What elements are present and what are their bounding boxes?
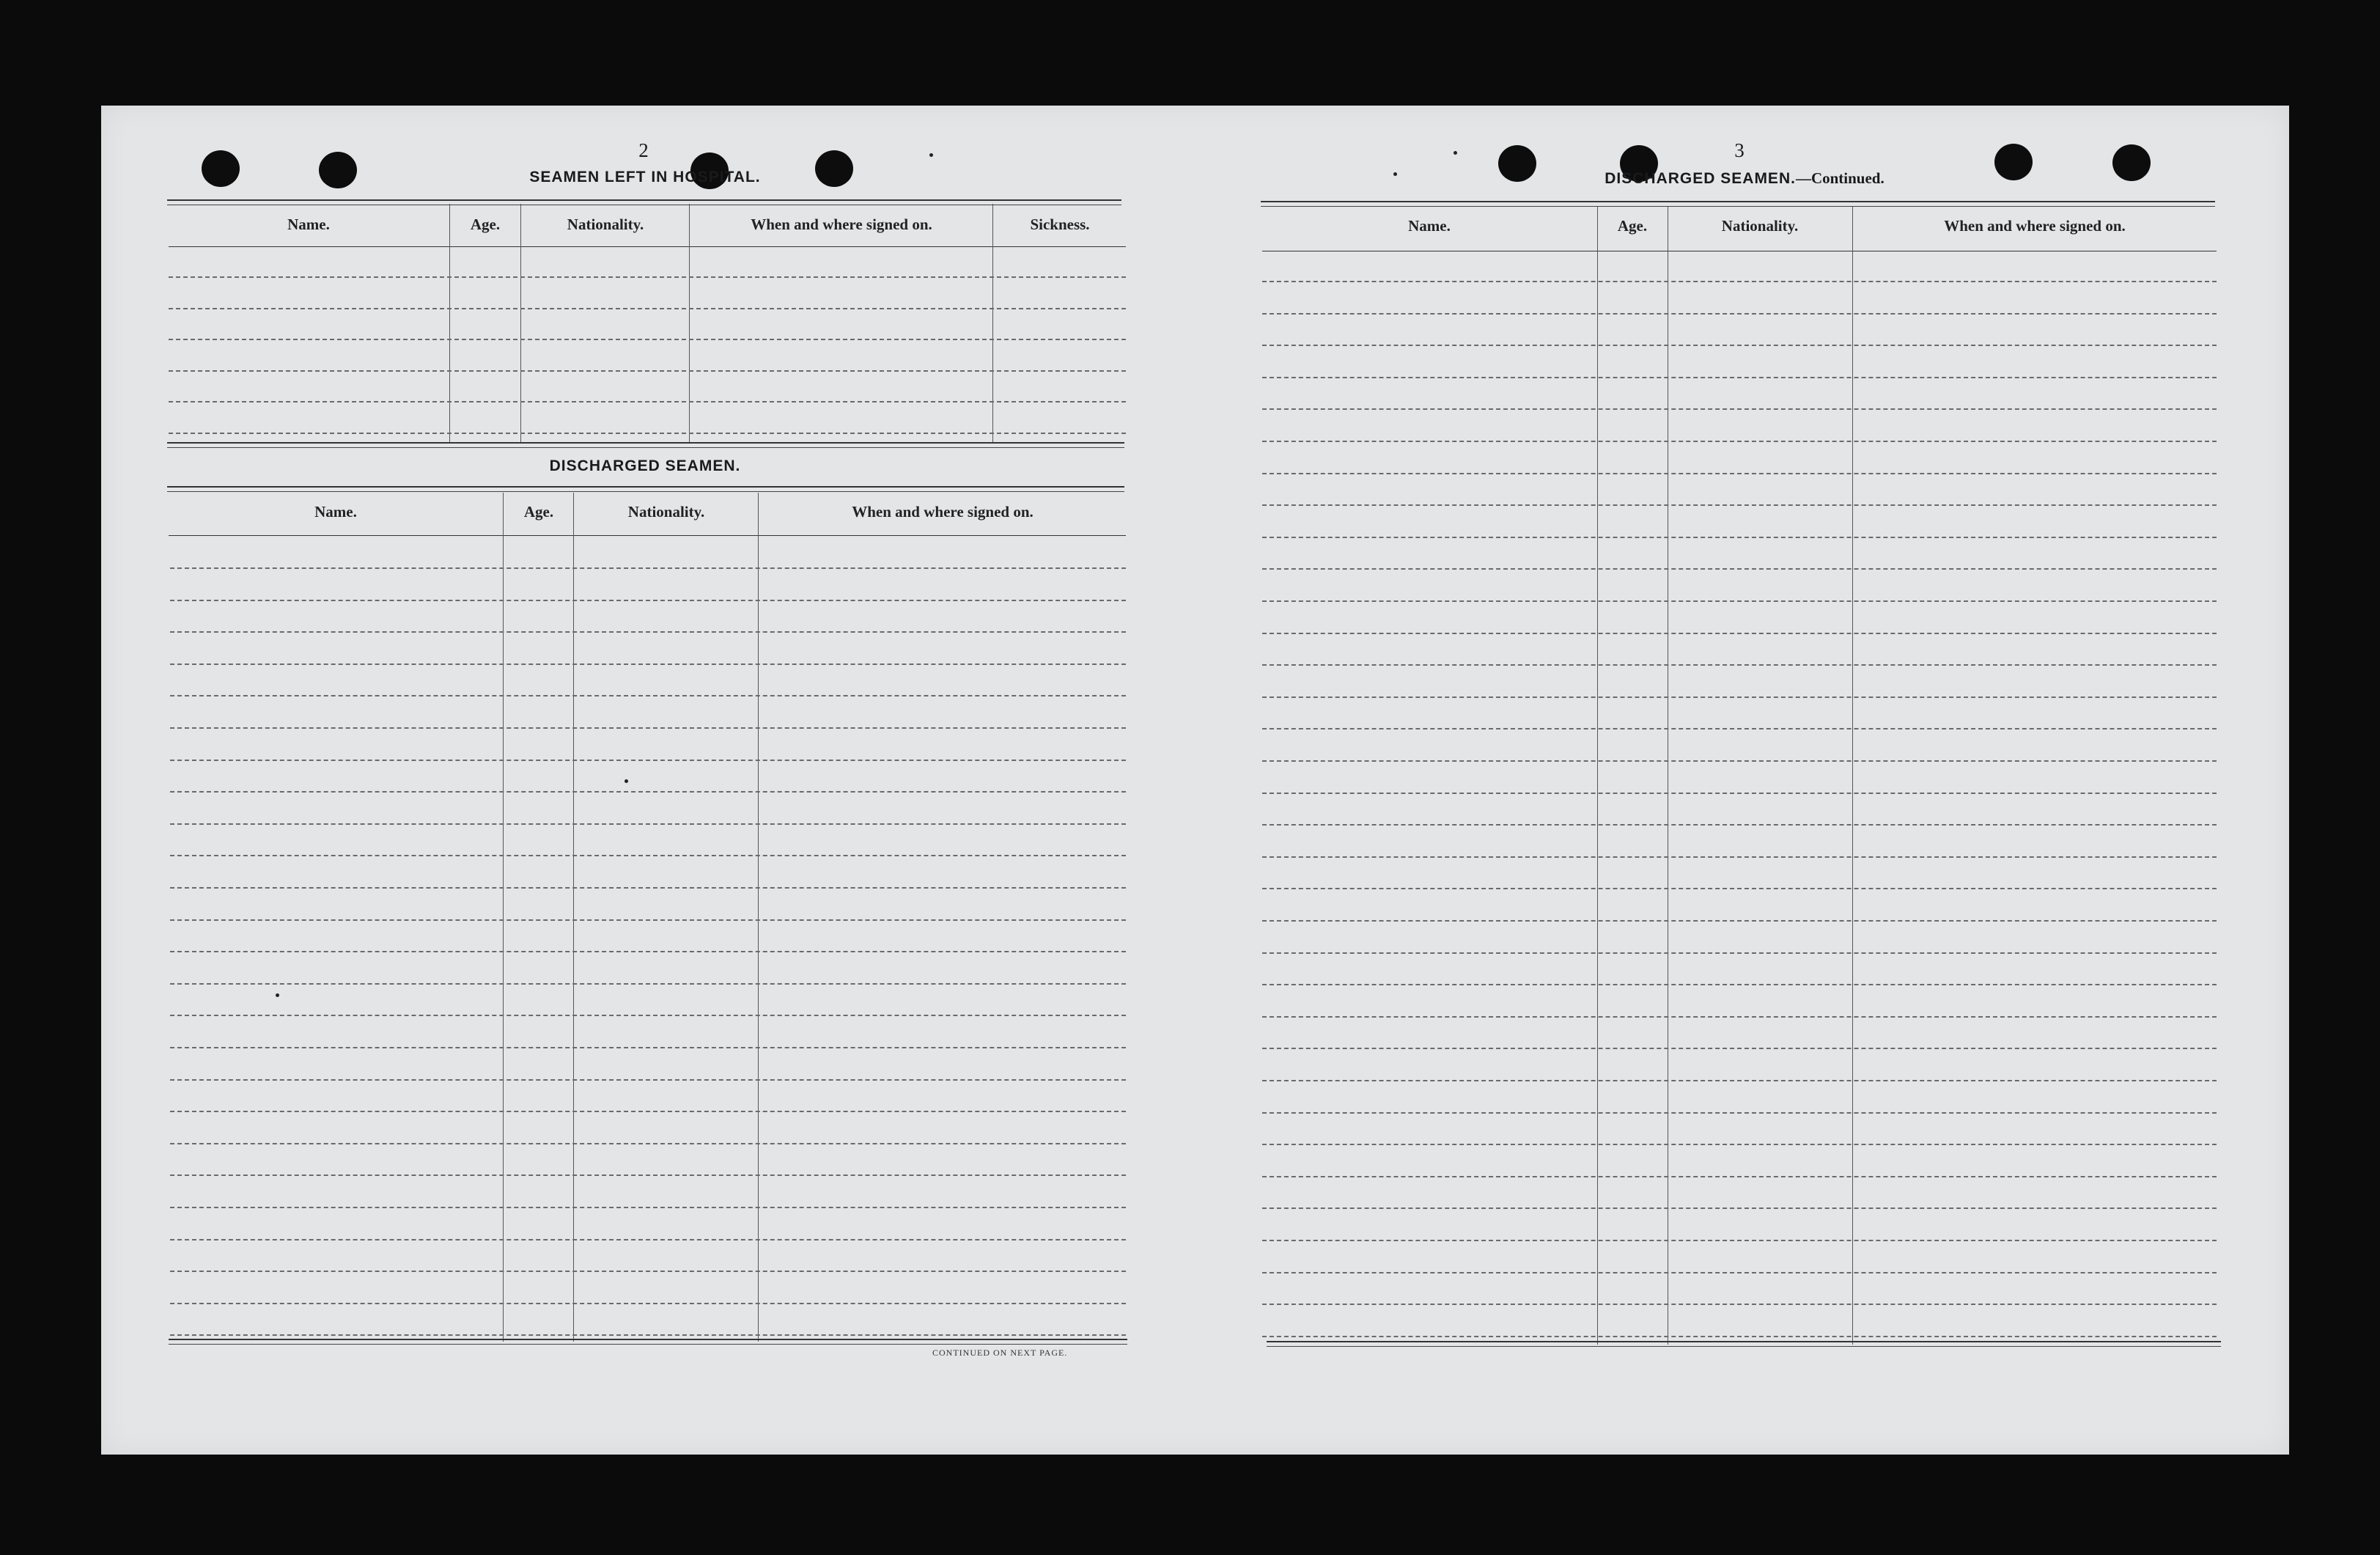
ruled-row-line	[170, 855, 1126, 856]
ruled-row-line	[1262, 760, 2217, 762]
title-rule	[1261, 201, 2215, 207]
title-main: DISCHARGED SEAMEN.	[1605, 170, 1796, 187]
continued-note: CONTINUED ON NEXT PAGE.	[932, 1348, 1068, 1358]
ruled-row-line	[170, 983, 1126, 985]
section-title-seamen-left-in-hospital: SEAMEN LEFT IN HOSPITAL.	[529, 169, 761, 185]
ruled-row-line	[170, 1015, 1126, 1016]
ruled-row-line	[1262, 1016, 2217, 1018]
column-header-age: Age.	[523, 503, 554, 521]
ruled-row-line	[1262, 696, 2217, 698]
column-divider	[758, 493, 759, 1342]
ruled-row-line	[169, 276, 1126, 278]
ruled-row-line	[170, 567, 1126, 569]
column-header-name: Name.	[1408, 217, 1451, 235]
column-divider	[520, 204, 521, 442]
ink-speck	[625, 779, 628, 783]
page-number: 2	[638, 139, 649, 161]
column-header-when-where: When and where signed on.	[1944, 217, 2126, 235]
ink-speck	[929, 153, 933, 157]
ruled-row-line	[1262, 408, 2217, 410]
column-divider	[992, 204, 993, 442]
ruled-row-line	[1262, 1144, 2217, 1145]
ruled-row-line	[1262, 377, 2217, 378]
ruled-row-line	[1262, 537, 2217, 538]
title-suffix: —Continued.	[1795, 169, 1885, 187]
punch-hole-1	[202, 150, 240, 187]
ruled-row-line	[170, 1079, 1126, 1081]
ruled-row-line	[170, 695, 1126, 696]
ruled-row-line	[1262, 793, 2217, 794]
column-divider	[573, 493, 574, 1342]
page-number: 3	[1734, 139, 1745, 161]
ruled-row-line	[1262, 824, 2217, 826]
ruled-row-line	[1262, 1080, 2217, 1081]
ruled-row-line	[1262, 1176, 2217, 1177]
ruled-row-line	[1262, 920, 2217, 922]
ruled-row-line	[1262, 313, 2217, 315]
ruled-row-line	[170, 1207, 1126, 1208]
ruled-row-line	[170, 1303, 1126, 1304]
header-underline	[169, 535, 1126, 536]
ink-speck	[1454, 151, 1457, 155]
section-rule	[167, 442, 1124, 448]
punch-hole-5	[1498, 145, 1536, 182]
ruled-row-line	[170, 1174, 1126, 1176]
ruled-row-line	[1262, 600, 2217, 602]
ruled-row-line	[1262, 728, 2217, 729]
punch-hole-8	[2112, 144, 2151, 181]
ruled-row-line	[169, 339, 1126, 340]
ruled-row-line	[1262, 984, 2217, 985]
ruled-row-line	[1262, 568, 2217, 570]
ruled-row-line	[1262, 888, 2217, 889]
ink-speck	[1393, 172, 1397, 176]
column-header-age: Age.	[470, 216, 501, 233]
column-header-nationality: Nationality.	[1721, 217, 1799, 235]
title-rule	[167, 486, 1124, 492]
column-divider	[689, 204, 690, 442]
ruled-row-line	[1262, 1207, 2217, 1209]
column-header-when-where: When and where signed on.	[852, 503, 1034, 521]
ruled-row-line	[170, 1047, 1126, 1048]
punch-hole-7	[1994, 144, 2033, 180]
ruled-row-line	[170, 663, 1126, 665]
ruled-row-line	[1262, 856, 2217, 858]
ruled-row-line	[170, 887, 1126, 889]
ruled-row-line	[1262, 1336, 2217, 1337]
title-rule	[167, 199, 1121, 205]
column-header-nationality: Nationality.	[627, 503, 705, 521]
ruled-row-line	[1262, 345, 2217, 346]
ruled-row-line	[170, 600, 1126, 601]
ruled-row-line	[169, 401, 1126, 402]
ruled-row-line	[169, 308, 1126, 309]
ruled-row-line	[170, 951, 1126, 952]
ruled-row-line	[169, 370, 1126, 372]
section-title-discharged-seamen: DISCHARGED SEAMEN.	[549, 457, 741, 474]
section-title-discharged-seamen-continued	[1561, 169, 1928, 188]
ruled-row-line	[170, 791, 1126, 793]
ruled-row-line	[1262, 281, 2217, 282]
ruled-row-line	[170, 1111, 1126, 1112]
column-header-when-where: When and where signed on.	[751, 216, 932, 233]
ruled-row-line	[1262, 664, 2217, 666]
column-divider	[503, 493, 504, 1342]
header-underline	[169, 246, 1126, 247]
ruled-row-line	[170, 823, 1126, 825]
ruled-row-line	[1262, 473, 2217, 474]
ruled-row-line	[1262, 1112, 2217, 1114]
column-header-nationality: Nationality.	[567, 216, 644, 233]
column-header-name: Name.	[314, 503, 357, 521]
ruled-row-line	[170, 760, 1126, 761]
ruled-row-line	[170, 1143, 1126, 1144]
ruled-row-line	[170, 1334, 1126, 1336]
ruled-row-line	[1262, 1304, 2217, 1305]
ruled-row-line	[1262, 1048, 2217, 1049]
ink-speck	[276, 993, 279, 997]
ruled-row-line	[170, 727, 1126, 729]
ruled-row-line	[1262, 1240, 2217, 1241]
ruled-row-line	[170, 1271, 1126, 1272]
ruled-row-line	[1262, 1272, 2217, 1273]
column-divider	[449, 204, 450, 442]
ruled-row-line	[1262, 952, 2217, 954]
ruled-row-line	[169, 433, 1126, 434]
bottom-rule	[169, 1339, 1127, 1345]
ruled-row-line	[170, 919, 1126, 921]
column-header-sickness: Sickness.	[1030, 216, 1090, 233]
ruled-row-line	[1262, 633, 2217, 634]
ruled-row-line	[1262, 504, 2217, 506]
bottom-rule	[1267, 1341, 2221, 1347]
ruled-row-line	[170, 1239, 1126, 1240]
ruled-row-line	[1262, 441, 2217, 442]
ruled-row-line	[170, 631, 1126, 633]
column-header-age: Age.	[1617, 217, 1648, 235]
column-header-name: Name.	[287, 216, 330, 233]
punch-hole-2	[319, 152, 357, 188]
